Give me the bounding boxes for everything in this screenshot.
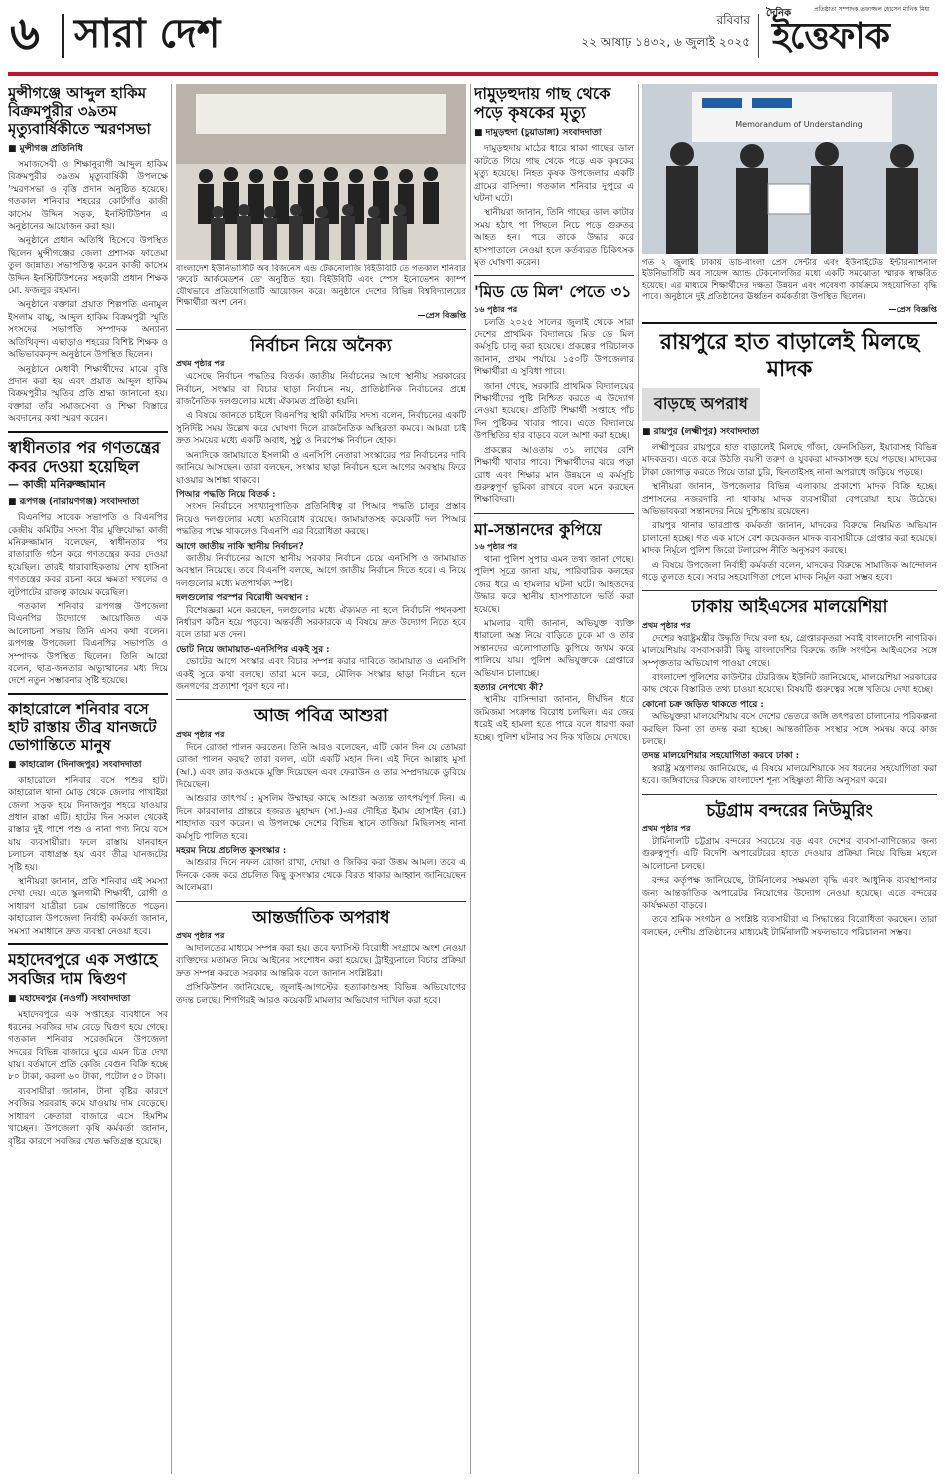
article-mohadevpur	[8, 950, 168, 1148]
mou-photo	[642, 84, 937, 254]
byline: ■ কাহারোল (দিনাজপুর) সংবাদদাতা	[8, 759, 142, 770]
headline: মুন্সীগঞ্জে আব্দুল হাকিম বিক্রমপুরীর ৩৯তম মৃত্যুবার্ষিকীতে স্মরণসভা	[8, 84, 151, 138]
headline: আজ পবিত্র আশুরা	[254, 706, 388, 727]
divider	[642, 794, 937, 795]
page-number: ৬	[10, 6, 40, 60]
column-rule	[171, 84, 172, 1474]
headline: নির্বাচন নিয়ে অনৈক্য	[250, 335, 392, 356]
divider	[642, 590, 937, 591]
subheadline: — কাজী মনিরুজ্জামান	[8, 477, 106, 491]
divider	[642, 322, 937, 324]
logo-tagline: প্রতিষ্ঠাতা সম্পাদক তফাজ্জল হোসেন মানিক মিয়া	[814, 6, 930, 13]
section-badge: বাড়ছে অপরাধ	[642, 388, 760, 421]
column-rule	[470, 84, 471, 1474]
continued-from: প্রথম পৃষ্ঠার পর	[176, 358, 225, 369]
masthead-divider	[62, 14, 64, 58]
section-title: সারা দেশ	[74, 10, 221, 57]
masthead-divider-2	[758, 14, 759, 58]
article-body: টার্মিনালটি চট্টগ্রাম বন্দরের সবচেয়ে বড় এবং দেশের ব্যবসা-বাণিজ্যের জন্য গুরুত্বপূর্ণ। এটি বিদেশি অপারেটরের হাতে দেওয়ার প্রক্রিয়া নিয়ে বিভিন্ন মহলে আলোচনা চলছে। বন্দর কর্তৃপক্ষ জানিয়েছে, টার্মিনালের সক্ষমতা বৃদ্ধি এবং আধুনিক ব্যবস্থাপনার জন্য আন্তর্জাতিক অপারেটর নিয়োগের উদ্যোগ নেওয়া হয়েছে। এতে বন্দরের কার্যক্ষমতা বাড়বে। তবে শ্রমিক সংগঠন ও সংশ্লিষ্ট ব্যবসায়ীরা এ সিদ্ধান্তের বিরোধিতা করছেন। তারা বলছেন, দেশীয় প্রতিষ্ঠানের মাধ্যমেই টার্মিনালটি সফলভাবে পরিচালনা সম্ভব।	[642, 837, 937, 938]
article-body: আদালতের মাধ্যমে সম্পন্ন করা হয়। তবে ফ্যাসিস্ট বিরোধী সংগ্রামে অংশ নেওয়া ব্যক্তিদের মতামত নিয়ে আইনের সংশোধন করা হয়েছে। ট্রাইব্যুনালে বিচার প্রক্রিয়া দ্রুত সম্পন্ন করতে সরকার আন্তরিক বলে জানান সংশ্লিষ্টরা। প্রসিকিউশন জানিয়েছে, জুলাই-আগস্টের হত্যাকাণ্ডসহ বিভিন্ন অভিযোগের তদন্ত চলছে। শিগগিরই আরও কয়েকটি মামলার অভিযোগ দাখিল করা হবে।	[176, 944, 466, 1006]
headline: ঢাকায় আইএসের মালয়েশিয়া	[691, 597, 888, 618]
article-body: এসেছে নির্বাচন পদ্ধতির বিতর্ক। জাতীয় নির্বাচনের আগে স্থানীয় সরকারের নির্বাচন, সংস্কার বা বিচার ছাড়া নির্বাচন নয়, প্রাতিষ্ঠানিক নির্বাচনের প্রশ্নে রাজনৈতিক দলগুলোর মধ্যে ঐক্যমত প্রতিষ্ঠা হয়নি। এ বিষয়ে জানতে চাইলে বিএনপির স্থায়ী কমিটির সদস্য বলেন, নির্বাচনের একটি সুনির্দিষ্ট সময় উল্লেখ করে ঘোষণা দিলে রাজনৈতিক অস্থিরতা কমবে। আমরা চাই দ্রুত সময়ের মধ্যে একটি অবাধ, সুষ্ঠু ও নিরপেক্ষ নির্বাচন হোক। অন্যদিকে জামায়াতে ইসলামী ও এনসিপি নেতারা সংস্কারের পর নির্বাচনের দাবি জানিয়ে আসছেন। তারা বলছেন, সংস্কার ছাড়া নির্বাচন হলে আগের অবস্থায় ফিরে যাওয়ার আশঙ্কা থাকবে। পিআর পদ্ধতি নিয়ে বিতর্ক : সংসদ নির্বাচনে সংখ্যানুপাতিক প্রতিনিধিত্ব বা পিআর পদ্ধতি চালুর প্রস্তাব নিয়েও দলগুলোর মধ্যে মতবিরোধ রয়েছে। জামায়াতসহ কয়েকটি দল পিআর পদ্ধতির পক্ষে থাকলেও বিএনপি এর বিরোধিতা করছে। আগে জাতীয় নাকি স্থানীয় নির্বাচন? জাতীয় নির্বাচনের আগে স্থানীয় সরকার নির্বাচন চেয়ে এনসিপি ও জামায়াত অবস্থান নিয়েছে। তবে বিএনপি বলছে, আগে জাতীয় নির্বাচন দিতে হবে। এ নিয়ে দলগুলোর মধ্যে মতপার্থক্য স্পষ্ট। দলগুলোর পরস্পর বিরোধী অবস্থান : বিশেষজ্ঞরা মনে করছেন, দলগুলোর মধ্যে ঐক্যমত না হলে নির্বাচনি পথনকশা নির্ধারণ কঠিন হয়ে পড়বে। অন্তর্বর্তী সরকারকে এ বিষয়ে দ্রুত উদ্যোগ নিতে হবে বলে তারা মত দেন। ভোট নিয়ে জামায়াত-এনসিপির একই সুর : ভোটের আগে সংস্কার এবং বিচার সম্পন্ন করার দাবিতে জামায়াত ও এনসিপি একই সুরে কথা বলছে। তারা মনে করে, মৌলিক সংস্কার ছাড়া নির্বাচন হলে জনগণের প্রত্যাশা পূরণ হবে না।	[176, 372, 466, 693]
divider	[474, 275, 634, 276]
article-body: কাহারোলে শনিবার বসে পশুর হাট। কাহারোল থানা মোড় থেকে জেলার পাখাইরা জেলা সড়ক হয়ে দিনাজপুর শহরে যাওয়ার প্রধান রাস্তা এটি। হাটের দিন সকাল থেকেই রাস্তার দুই পাশে পশু ও নানা পণ্য নিয়ে বসে যায় ব্যবসায়ীরা। ফলে রাস্তায় যানবাহন চলাচল বাধাগ্রস্ত হয় এবং তীব্র যানজটের সৃষ্টি হয়। স্থানীয়রা জানান, প্রতি শনিবার এই সমস্যা দেখা দেয়। এতে স্কুলগামী শিক্ষার্থী, রোগী ও সাধারণ যাত্রীরা চরম ভোগান্তিতে পড়েন। কাহারোল উপজেলা নির্বাহী কর্মকর্তা জানান, সমস্যা সমাধানে দ্রুত ব্যবস্থা নেওয়া হবে।	[8, 775, 168, 937]
divider	[474, 513, 634, 514]
article-ashura	[176, 706, 466, 894]
headline: আন্তর্জাতিক অপরাধ	[252, 907, 390, 928]
photo-caption: বাংলাদেশ ইউনিভার্সিটি অব বিজনেস এন্ড টেকনোলজি বিইউবিটি তে গতকাল শনিবার 'রুবেট আর্কমেডশন ডে' অনুষ্ঠিত হয়। বিইউবিটি এবং স্পেস ইনোভেশন ক্যাম্প যৌথভাবে প্রতিযোগিতাটি আয়োজন করে। অনুষ্ঠানে দেশের বিভিন্ন বিশ্ববিদ্যালয়ের শিক্ষার্থীরা অংশ নেন।	[176, 264, 466, 309]
article-body: মহাদেবপুরে এক সপ্তাহের ব্যবধানে সব ধরনের সবজির দাম বেড়ে দ্বিগুণ হয়ে গেছে। গতকাল শনিবার সরেজমিনে উপজেলা সদরের বিভিন্ন বাজারে ঘুরে এমন চিত্র দেখা যায়। বর্তমানে প্রতি কেজি বেগুন বিক্রি হচ্ছে ৮০ টাকা, করলা ৬০ টাকা, পটোল ৫০ টাকা। ব্যবসায়ীরা জানান, টানা বৃষ্টির কারণে সবজির সরবরাহ কমে যাওয়ায় দাম বেড়েছে। সাধারণ ক্রেতারা বাজারে এসে হিমশিম খাচ্ছেন। উপজেলা কৃষি কর্মকর্তা জানান, বৃষ্টির কারণে সবজির খেত ক্ষতিগ্রস্ত হয়েছে।	[8, 1010, 168, 1147]
article-mother-children	[474, 520, 634, 744]
issue-day: রবিবার	[716, 13, 750, 27]
logo-main-text: ইত্তেফাক	[772, 15, 889, 57]
masthead-red-rule	[8, 72, 938, 76]
article-body: লক্ষ্মীপুরের রায়পুরে হাত বাড়ালেই মিলছে গাঁজা, ফেনসিডিল, ইয়াবাসহ বিভিন্ন মাদকদ্রব্য। এতে করে উঠতি বয়সী তরুণ ও যুবকরা মাদকাসক্ত হয়ে পড়ছে। মাদকের টাকা জোগাড় করতে গিয়ে তারা চুরি, ছিনতাইসহ নানা অপরাধে জড়িয়ে পড়ছে। স্থানীয়রা জানান, উপজেলার বিভিন্ন এলাকায় প্রকাশ্যে মাদক বিক্রি হচ্ছে। প্রশাসনের নজরদারি না থাকায় মাদক ব্যবসায়ীরা বেপরোয়া হয়ে উঠেছে। অভিভাবকরা সন্তানদের নিয়ে দুশ্চিন্তায় রয়েছেন। রায়পুর থানার ভারপ্রাপ্ত কর্মকর্তা জানান, মাদকের বিরুদ্ধে নিয়মিত অভিযান চালানো হচ্ছে। গত এক মাসে বেশ কয়েকজন মাদক ব্যবসায়ীকে গ্রেপ্তার করা হয়েছে। মাদক নির্মূলে পুলিশ জিরো টলারেন্স নীতি অনুসরণ করছে। এ বিষয়ে উপজেলা নির্বাহী কর্মকর্তা বলেন, মাদকের বিরুদ্ধে সামাজিক আন্দোলন গড়ে তুলতে হবে। সবার সহযোগিতা পেলে মাদক নির্মূল করা সম্ভব হবে।	[642, 442, 937, 583]
continued-from: প্রথম পৃষ্ঠার পর	[176, 728, 225, 739]
issue-date: ২২ আষাঢ় ১৪৩২, ৬ জুলাই ২০২৫	[581, 35, 750, 49]
article-raipur-drugs	[642, 329, 937, 584]
byline: ■ দামুড়হুদা (চুয়াডাঙ্গা) সংবাদদাতা	[474, 128, 602, 139]
article-is-malaysia	[642, 597, 937, 787]
byline: ■ রূপগঞ্জ (নারায়ণগঞ্জ) সংবাদদাতা	[8, 497, 140, 508]
article-international-crime	[176, 908, 466, 1007]
article-body: সমাজসেবী ও শিক্ষানুরাগী আব্দুল হাকিম বিক্রমপুরীর ৩৯তম মৃত্যুবার্ষিকী উপলক্ষে 'স্মরণসভা ও বৃত্তি প্রদান অনুষ্ঠিত হয়েছে। গতকাল শনিবার শহরের কোর্টগাঁও কাজী কাসেম উদ্দিন সড়ক, ইনস্টিটিউশন এ অনুষ্ঠানের আয়োজন করা হয়। অনুষ্ঠানে প্রধান অতিথি হিসেবে উপস্থিত ছিলেন মুন্সীগঞ্জের জেলা প্রশাসক ফাতেমা তুল জান্নাত। সভাপতিত্ব করেন কাজী কাসেম উদ্দিন ইনস্টিটিউশনের সহকারী প্রধান শিক্ষক মো. ফজলুর রহমান। অনুষ্ঠানে বক্তারা প্রয়াত শিল্পপতি এনামুল ইসলাম বাচ্চু, আব্দুল হাকিম বিক্রমপুরী স্মৃতি সংসদের সভাপতি সম্পাদক অন্যান্য অতিথিবৃন্দ। এছাড়াও শহরের বিশিষ্ট শিক্ষক ও অভিভাবকবৃন্দ অনুষ্ঠানে উপস্থিত ছিলেন। অনুষ্ঠানে মেধাবী শিক্ষার্থীদের মাঝে বৃত্তি প্রদান করা হয় এবং প্রয়াত আব্দুল হাকিম বিক্রমপুরীর স্মৃতির প্রতি শ্রদ্ধা জানানো হয়। বক্তারা তাঁর সমাজসেবা ও শিক্ষা বিস্তারে অবদানের কথা স্মরণ করেন।	[8, 160, 168, 425]
article-midday-meal	[474, 282, 634, 506]
divider	[176, 699, 466, 700]
article-body: দামুড়হুদায় মাঠের ধারে থাকা গাছের ডাল কাটতে গিয়ে গাছ থেকে পড়ে এক কৃষকের মৃত্যু হয়েছে। নিহত কৃষক উপজেলার একটি গ্রামের বাসিন্দা। গতকাল শনিবার দুপুরে এ ঘটনা ঘটে। স্থানীয়রা জানান, তিনি গাছের ডাল কাটার সময় হঠাৎ পা পিছলে নিচে পড়ে গুরুতর আহত হন। পরে তাকে উদ্ধার করে হাসপাতালে নেওয়া হলে কর্তব্যরত চিকিৎসক মৃত ঘোষণা করেন।	[474, 144, 634, 269]
masthead	[0, 0, 945, 72]
banner-text: Memorandum of Understanding	[735, 120, 863, 129]
photo-credit: —প্রেস বিজ্ঞপ্তি	[417, 309, 466, 320]
headline: দামুড়হুদায় গাছ থেকে পড়ে কৃষকের মৃত্যু	[474, 84, 611, 123]
article-body: দিনে রোজা পালন করতেন। তিনি আরও বলেছেন, এটি কোন দিন যে তোমরা রোজা পালন করছ? তারা বলল, এটা একটি মহান দিন। এই দিনে আল্লাহ মুসা (আ.) এবং তার কওমকে মুক্তি দিয়েছেন এবং ফেরাউন ও তার সম্প্রদায়কে ডুবিয়ে দিয়েছেন। আশুরার তাৎপর্য : মুসলিম উম্মাহর কাছে আশুরা অত্যন্ত তাৎপর্যপূর্ণ দিন। এ দিনে কারবালার প্রান্তরে হজরত মুহাম্মদ (সা.)-এর দৌহিত্র ইমাম হোসাইন (রা.) শাহাদাত বরণ করেন। এ উপলক্ষে দেশের বিভিন্ন স্থানে তাজিয়া মিছিলসহ নানা কর্মসূচি পালিত হবে। মহরম নিয়ে প্রচলিত কুসংস্কার : আশুরার দিনে নফল রোজা রাখা, দোয়া ও জিকির করা উত্তম আমল। তবে এ দিনকে কেন্দ্র করে প্রচলিত কিছু কুসংস্কার থেকে বিরত থাকার আহ্বান জানিয়েছেন আলেমরা।	[176, 742, 466, 894]
headline: মহাদেবপুরে এক সপ্তাহে সবজির দাম দ্বিগুণ	[8, 950, 158, 989]
headline: 'মিড ডে মিল' পেতে ৩১	[474, 282, 632, 302]
continued-from: প্রথম পৃষ্ঠার পর	[176, 930, 225, 941]
divider	[176, 901, 466, 902]
divider	[8, 431, 168, 433]
logo-small-text: দৈনিক	[766, 8, 792, 19]
continued-from: প্রথম পৃষ্ঠার পর	[642, 619, 691, 630]
article-kaharol	[8, 700, 168, 938]
column-center-right	[474, 84, 634, 1474]
article-democracy	[8, 438, 168, 688]
badge-wrap	[642, 388, 937, 421]
newspaper-logo	[766, 6, 938, 64]
column-rule	[638, 84, 639, 1474]
continued-from: ১৬ পৃষ্ঠার পর	[474, 303, 518, 314]
mou-photo-illustration	[642, 84, 937, 254]
byline: ■ মুন্সীগঞ্জ প্রতিনিধি	[8, 144, 83, 154]
headline: কাহারোলে শনিবার বসে হাট রাস্তায় তীব্র যানজটে ভোগান্তিতে মানুষ	[8, 699, 157, 754]
byline: ■ মহাদেবপুর (নওগাঁ) সংবাদদাতা	[8, 994, 131, 1005]
group-photo	[176, 84, 466, 260]
divider	[8, 943, 168, 945]
headline: স্বাধীনতার পর গণতন্ত্রের কবর দেওয়া হয়েছিল	[8, 437, 161, 476]
article-damurhuda	[474, 84, 634, 269]
headline: মা-সন্তানদের কুপিয়ে	[474, 519, 602, 539]
photo-caption: গত ২ জুলাই ঢাকায় ডাচ-বাংলা প্রেস সেন্টার এবং ইউনাইটেড ইন্টারন্যাশনাল ইউনিভার্সিটি অব সায়েন্স অ্যান্ড টেকনোলজির মধ্যে একটি সমঝোতা স্মারক স্বাক্ষরিত হয়েছে। এর মাধ্যমে শিক্ষার্থীদের দক্ষতা উন্নয়ন এবং গবেষণা কার্যক্রমে সহযোগিতা বৃদ্ধি পাবে। অনুষ্ঠানে দুই প্রতিষ্ঠানের ঊর্ধ্বতন কর্মকর্তারা উপস্থিত ছিলেন।	[642, 258, 937, 303]
continued-from: ১৬ পৃষ্ঠার পর	[474, 540, 518, 551]
article-body: দেশের স্বরাষ্ট্রমন্ত্রীর উদ্ধৃতি দিয়ে বলা হয়, গ্রেপ্তারকৃতরা সবাই বাংলাদেশি নাগরিক। মালয়েশিয়ায় বসবাসকারী কিছু বাংলাদেশির বিরুদ্ধে জঙ্গি সংগঠন আইএসের সঙ্গে সম্পৃক্ততার অভিযোগ পাওয়া গেছে। বাংলাদেশ পুলিশের কাউন্টার টেররিজম ইউনিট জানিয়েছে, মালয়েশিয়া সরকারের কাছ থেকে বিস্তারিত তথ্য চাওয়া হয়েছে। বিষয়টি গুরুত্বের সঙ্গে খতিয়ে দেখা হচ্ছে। কোনো চক্র জড়িত থাকতে পারে : অভিযুক্তরা মালয়েশিয়ায় বসে দেশের ভেতরে জঙ্গি তৎপরতা চালানোর পরিকল্পনা করছিল কিনা তা তদন্ত করা হচ্ছে। আন্তর্জাতিক সংস্থার সঙ্গে সমন্বয় করে কাজ চলছে। তদন্ত মালয়েশিয়ার সহযোগিতা করবে ঢাকা : স্বরাষ্ট্র মন্ত্রণালয় জানিয়েছে, এ বিষয়ে মালয়েশিয়াকে সব ধরনের সহযোগিতা করা হবে। জঙ্গিবাদের বিরুদ্ধে বাংলাদেশ শূন্য সহিষ্ণুতা নীতি অনুসরণ করে।	[642, 633, 937, 787]
article-chattogram-port	[642, 801, 937, 940]
article-body: থানা পুলিশ সুপার এমন তথ্য জানা গেছে। পুলিশ সূত্রে জানা যায়, পারিবারিক কলহের জের ধরে এ হামলার ঘটনা ঘটে। আহতদের উদ্ধার করে স্থানীয় হাসপাতালে ভর্তি করা হয়েছে। মামলার বাদী জানান, অভিযুক্ত ব্যক্তি ধারালো অস্ত্র নিয়ে বাড়িতে ঢুকে মা ও তার সন্তানদের এলোপাতাড়ি কুপিয়ে জখম করে পালিয়ে যায়। পুলিশ অভিযুক্তকে গ্রেপ্তারে অভিযান চালাচ্ছে। হত্যার নেপথ্যে কী? স্থানীয় বাসিন্দারা জানান, দীর্ঘদিন ধরে জমিজমা সংক্রান্ত বিরোধ চলছিল। এর জের ধরেই এই হামলা হতে পারে বলে ধারণা করা হচ্ছে। পুলিশ ঘটনার সব দিক খতিয়ে দেখছে।	[474, 554, 634, 743]
column-left	[8, 84, 168, 1474]
photo-credit: —প্রেস বিজ্ঞপ্তি	[888, 303, 937, 314]
article-body: বিএনপির সাবেক সভাপতি ও বিএনপির কেন্দ্রীয় কমিটির সদস্য বীর মুক্তিযোদ্ধা কাজী মনিরুজ্জামান বলেছেন, স্বাধীনতার পর রাতারাতি গঠন করে গণতন্ত্রের কবর দেওয়া হয়েছিল। তারই ধারাবাহিকতায় শেখ হাসিনা গণতন্ত্রের কবর রচনা করে ক্ষমতা দখলের ও লুটপাটের রাজত্ব কায়েম করেছিল। গতকাল শনিবার রূপগঞ্জ উপজেলা বিএনপির উদ্যোগে আয়োজিত এক আলোচনা সভায় তিনি এসব কথা বলেন। রূপগঞ্জ উপজেলা বিএনপির সভাপতি ও সম্পাদক উপস্থিত ছিলেন। তিনি আরো বলেন, ছাত্র-জনতার অভ্যুত্থানের মধ্য দিয়ে দেশে নতুন সম্ভাবনার সৃষ্টি হয়েছে।	[8, 513, 168, 687]
headline: চট্টগ্রাম বন্দরের নিউমুরিং	[706, 800, 873, 821]
continued-from: প্রথম পৃষ্ঠার পর	[642, 823, 691, 833]
group-photo-illustration	[176, 84, 466, 260]
headline: রায়পুরে হাত বাড়ালেই মিলছে মাদক	[659, 328, 920, 383]
article-election	[176, 336, 466, 694]
column-right	[642, 258, 937, 1474]
column-center-left	[176, 264, 466, 1474]
byline: ■ রায়পুর (লক্ষ্মীপুর) সংবাদদাতা	[642, 426, 760, 437]
article-munshiganj	[8, 84, 168, 426]
article-body: চলতি ২০২৫ সালের জুলাই থেকে সারা দেশের প্রাথমিক বিদ্যালয়ে মিড ডে মিল কর্মসূচি চালু করা হয়েছে। প্রকল্পের পরিচালক জানান, প্রথম পর্যায়ে ১৫০টি উপজেলার শিক্ষার্থীরা এ সুবিধা পাবে। জানা গেছে, সরকারি প্রাথমিক বিদ্যালয়ের শিক্ষার্থীদের পুষ্টি নিশ্চিত করতে এ উদ্যোগ নেওয়া হয়েছে। প্রতিটি শিক্ষার্থী সপ্তাহে পাঁচ দিন পুষ্টিকর খাবার পাবে। এতে বিদ্যালয়ে উপস্থিতির হার বাড়বে বলে আশা করা হচ্ছে। প্রকল্পের আওতায় ৩১ লাখের বেশি শিক্ষার্থী খাবার পাবে। শিক্ষার্থীদের ঝরে পড়া রোধ এবং শিক্ষার মান উন্নয়নে এ কর্মসূচি গুরুত্বপূর্ণ ভূমিকা রাখবে বলে মনে করছেন শিক্ষাবিদরা।	[474, 317, 634, 506]
divider	[8, 693, 168, 695]
divider	[176, 329, 466, 330]
